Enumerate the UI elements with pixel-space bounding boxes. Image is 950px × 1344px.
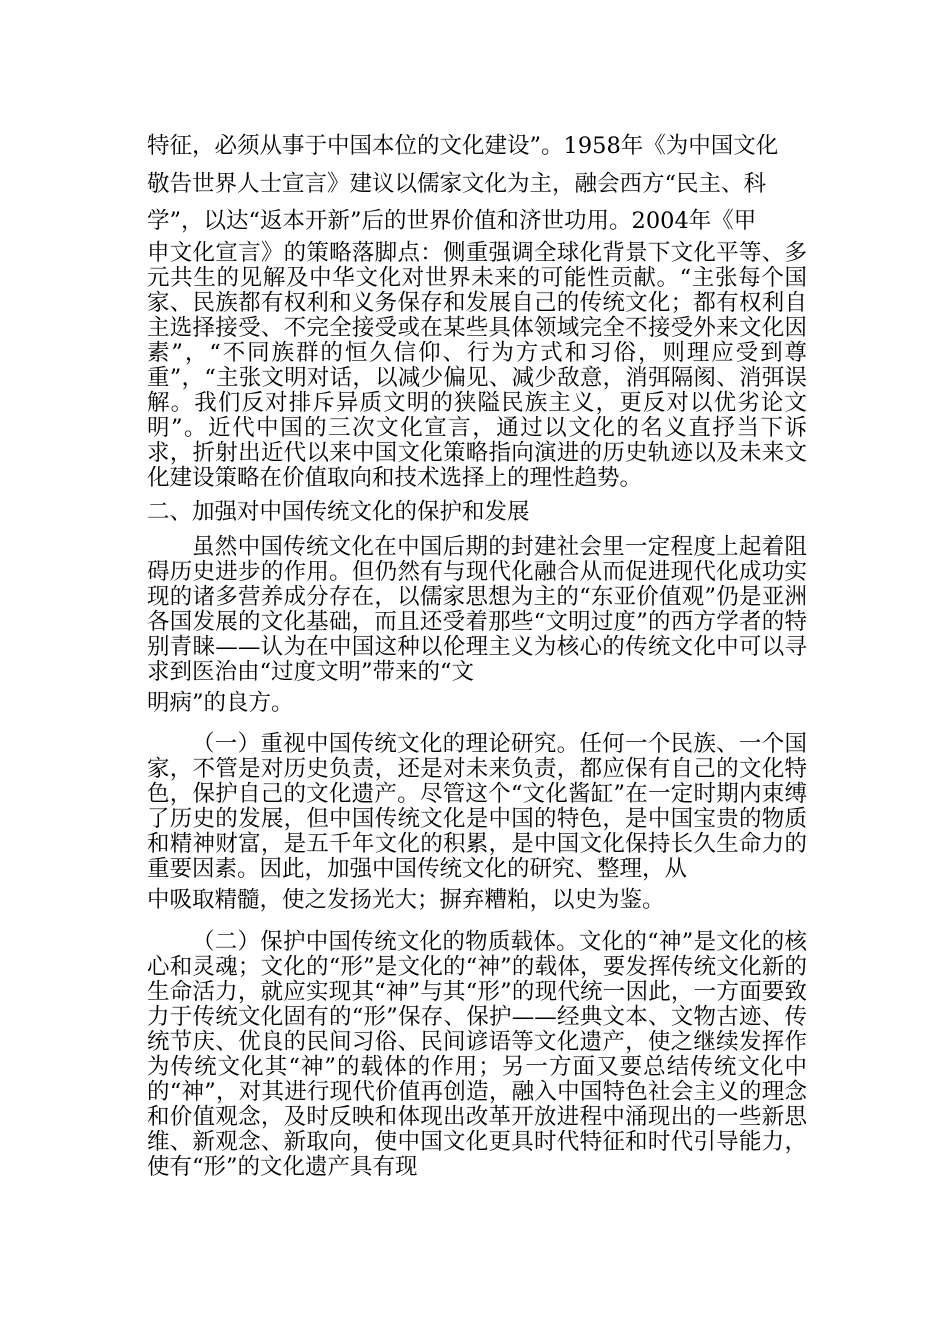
text-line: 特征，必须从事于中国本位的文化建设”。1958年《为中国文化 — [147, 133, 779, 159]
paragraph-text: （一）重视中国传统文化的理论研究。任何一个民族、一个国家，不管是对历史负责，还是对未来负责，都应保有自己的文化特色，保护自己的文化遗产。尽管这个“文化酱缸”在一定时期内束缚了历史的发展，但中国传统文化是中国的特色，是中国宝贵的物质和精神财富，是五千年文化的积累，是中国文化保持长久生命力的重要因素。因此，加强中国传统文化的研究、整理，从 — [147, 731, 807, 882]
paragraph-text: 申文化宣言》的策略落脚点：侧重强调全球化背景下文化平等、多元共生的见解及中华文化对世界未来的可能性贡献。“主张每个国家、民族都有权利和义务保存和发展自己的传统文化；都有权利自主选择接受、不完全接受或在某些具体领域完全不接受外来文化因素”，“不同族群的恒久信仰、行为方式和习俗，则理应受到尊重”，“主张文明对话，以减少偏见、减少敌意，消弭隔阂、消弭误解。我们反对排斥异质文明的狭隘民族主义，更反对以优劣论文明”。近代中国的三次文化宣言，通过以文化的名义直抒当下诉求，折射出近代以来中国文化策略指向演进的历史轨迹以及未来文化建设策略在价值取向和技术选择上的理性趋势。 — [147, 239, 807, 491]
paragraph-material-carrier — [147, 930, 807, 1180]
paragraph-cultural-declarations — [147, 128, 807, 491]
section-heading: 二、加强对中国传统文化的保护和发展 — [147, 498, 530, 525]
paragraph-last-line: 明病”的良方。 — [147, 689, 294, 716]
paragraph-text: 虽然中国传统文化在中国后期的封建社会里一定程度上起着阻碍历史进步的作用。但仍然有与现代化融合从而促进现代化成功实现的诸多营养成分存在，以儒家思想为主的“东亚价值观”仍是亚洲各国发展的文化基础，而且还受着那些“文明过度”的西方学者的特别青睐——认为在中国这种以伦理主义为核心的传统文化中可以寻求到医治由“过度文明”带来的“文 — [147, 533, 807, 685]
document-page — [147, 128, 807, 1180]
paragraph-traditional-culture — [147, 535, 807, 723]
paragraph-theory-research — [147, 732, 807, 920]
paragraph-last-line: 中吸取精髓，使之发扬光大；摒弃糟粕，以史为鉴。 — [147, 887, 665, 913]
text-line: 敬告世界人士宣言》建议以儒家文化为主，融会西方“民主、科 — [147, 170, 767, 197]
paragraph-text: （二）保护中国传统文化的物质载体。文化的“神”是文化的核心和灵魂；文化的“形”是文化的“神”的载体，要发挥传统文化新的生命活力，就应实现其“神”与其“形”的现代统一因此，一方面要致力于传统文化固有的“形”保存、保护——经典文本、文物古迹、传统节庆、优良的民间习俗、民间谚语等文化遗产，使之继续发挥作为传统文化其“神”的载体的作用；另一方面又要总结传统文化中的“神”，对其进行现代价值再创造，融入中国特色社会主义的理念和价值观念，及时反映和体现出改革开放进程中涌现出的一些新思维、新观念、新取向，使中国文化更具时代特征和时代引导能力，使有“形”的文化遗产具有现 — [147, 928, 807, 1180]
text-line: 学”，以达“返本开新”后的世界价值和济世功用。2004年《甲 — [147, 208, 757, 234]
